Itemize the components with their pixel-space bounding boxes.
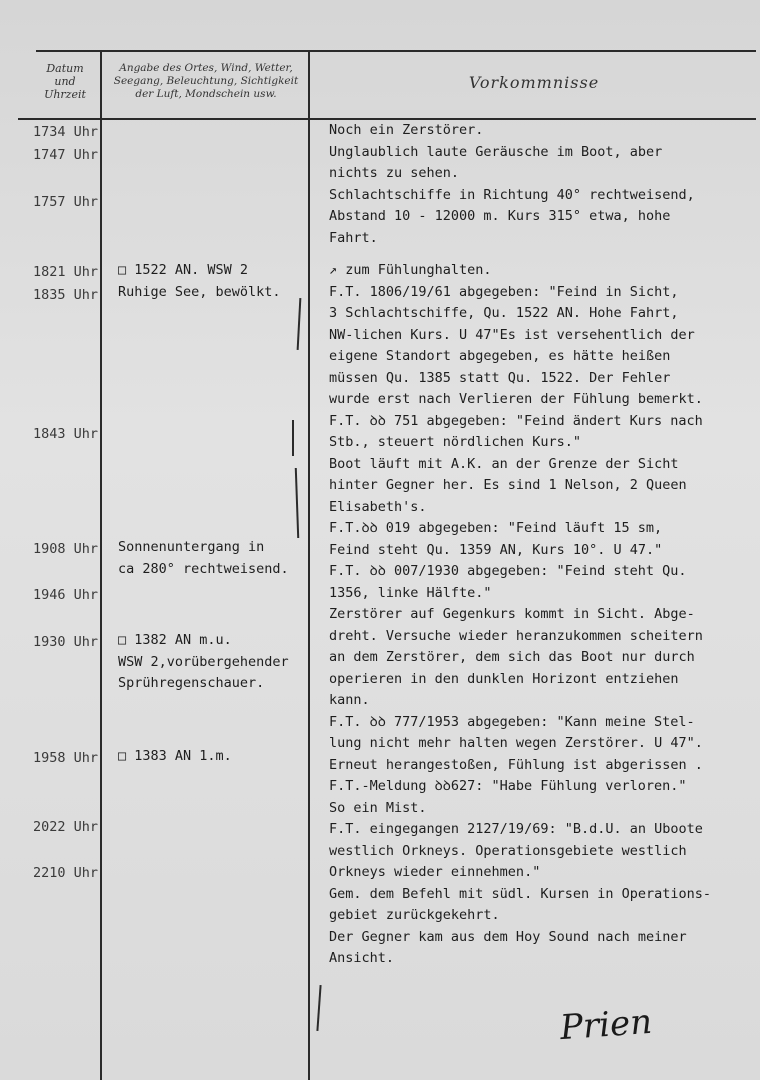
event-line: Gem. dem Befehl mit südl. Kursen in Operations- [329,885,712,902]
column-divider-1 [100,50,102,1080]
header-col2-line: Seegang, Beleuchtung, Sichtigkeit [113,75,299,87]
place-line: □ 1383 AN 1.m. [118,748,232,764]
event-line: So ein Mist. [329,799,427,816]
event-line: NW-lichen Kurs. U 47"Es ist versehentlich der [329,326,695,343]
top-rule [36,50,756,52]
header-events [312,73,756,92]
header-col1-line: Datum [46,62,84,75]
header-col2-line: Angabe des Ortes, Wind, Wetter, [119,62,293,74]
event-line: F.T. eingegangen 2127/19/69: "B.d.U. an Uboote [329,821,703,837]
event-line: Stb., steuert nördlichen Kurs." [329,434,581,450]
event-line: eigene Standort abgegeben, es hätte heißen [329,348,671,364]
entry-place [118,260,308,303]
header-date-time [30,62,100,101]
event-line: Boot läuft mit A.K. an der Grenze der Sicht [329,455,679,472]
event-line: F.T.ꝺꝺ 019 abgegeben: "Feind läuft 15 sm, [329,520,663,536]
entry-time: 1821 Uhr [32,264,98,280]
event-line: F.T. ꝺꝺ 751 abgegeben: "Feind ändert Kurs nach [329,412,703,429]
place-line: Sprühregenschauer. [118,675,265,691]
event-line: nichts zu sehen. [329,165,460,181]
event-line: dreht. Versuche wieder heranzukommen scheitern [329,627,703,644]
entry-time: 1930 Uhr [32,634,98,650]
margin-mark [292,420,294,456]
event-line: Noch ein Zerstörer. [329,122,484,138]
place-line: WSW 2,vorübergehender [118,653,289,670]
event-line: gebiet zurückgekehrt. [329,907,500,923]
column-divider-2 [308,50,310,1080]
header-col1-line: und [54,75,76,88]
event-line: operieren in den dunklen Horizont entziehen [329,670,679,687]
event-line: 3 Schlachtschiffe, Qu. 1522 AN. Hohe Fahrt, [329,305,679,321]
entry-time: 1843 Uhr [32,426,98,442]
event-line: westlich Orkneys. Operationsgebiete westlich [329,842,687,859]
entry-time: 1835 Uhr [32,287,98,303]
entry-place [118,746,308,768]
entry-place [118,630,308,695]
event-line: hinter Gegner her. Es sind 1 Nelson, 2 Queen [329,477,687,493]
entry-time: 1734 Uhr [32,124,98,140]
event-line: 1356, linke Hälfte." [329,584,492,601]
event-line: Zerstörer auf Gegenkurs kommt in Sicht. Abge- [329,606,695,622]
event-line: ↗ zum Fühlunghalten. [329,262,492,278]
event-line: wurde erst nach Verlieren der Fühlung bemerkt. [329,391,703,407]
event-line: Orkneys wieder einnehmen." [329,864,541,880]
place-line: ca 280° rechtweisend. [118,560,289,577]
event-line: Fahrt. [329,229,378,246]
header-col3-title: Vorkommnisse [468,73,600,92]
margin-mark [316,985,321,1031]
events-block [329,120,754,249]
entry-time: 1946 Uhr [32,587,98,603]
event-line: Ansicht. [329,950,395,966]
place-line: Sonnenuntergang in [118,539,265,555]
event-line: Elisabeth's. [329,498,427,515]
header-col2-line: der Luft, Mondschein usw. [135,88,277,100]
event-line: Erneut herangestoßen, Fühlung ist abgerissen . [329,756,703,773]
event-line: F.T. ꝺꝺ 007/1930 abgegeben: "Feind steht Qu. [329,563,687,579]
place-line: □ 1522 AN. WSW 2 [118,262,249,278]
event-line: Schlachtschiffe in Richtung 40° rechtweisend, [329,186,695,203]
event-line: müssen Qu. 1385 statt Qu. 1522. Der Fehler [329,369,671,386]
margin-mark [297,298,302,350]
events-block [329,260,754,970]
event-line: Unglaublich laute Geräusche im Boot, aber [329,143,663,160]
signature: Prien [558,1001,654,1049]
margin-mark [295,468,299,538]
event-line: Der Gegner kam aus dem Hoy Sound nach meiner [329,928,687,945]
entry-time: 1958 Uhr [32,750,98,766]
entry-time: 2022 Uhr [32,819,98,835]
event-line: F.T. 1806/19/61 abgegeben: "Feind in Sicht, [329,283,679,300]
event-line: lung nicht mehr halten wegen Zerstörer. U 47". [329,735,703,751]
entry-time: 1908 Uhr [32,541,98,557]
place-line: □ 1382 AN m.u. [118,632,232,648]
header-location [104,62,308,101]
event-line: Feind steht Qu. 1359 AN, Kurs 10°. U 47." [329,541,663,558]
event-line: an dem Zerstörer, dem sich das Boot nur durch [329,649,695,665]
event-line: Abstand 10 - 12000 m. Kurs 315° etwa, hohe [329,208,671,224]
event-line: F.T.-Meldung ꝺꝺ627: "Habe Fühlung verloren." [329,778,687,794]
entry-time: 2210 Uhr [32,865,98,881]
place-line: Ruhige See, bewölkt. [118,283,281,300]
event-line: kann. [329,692,370,708]
entry-time: 1757 Uhr [32,194,98,210]
header-col1-line: Uhrzeit [44,88,86,101]
event-line: F.T. ꝺꝺ 777/1953 abgegeben: "Kann meine Stel- [329,713,695,730]
entry-place [118,537,308,580]
entry-time: 1747 Uhr [32,147,98,163]
